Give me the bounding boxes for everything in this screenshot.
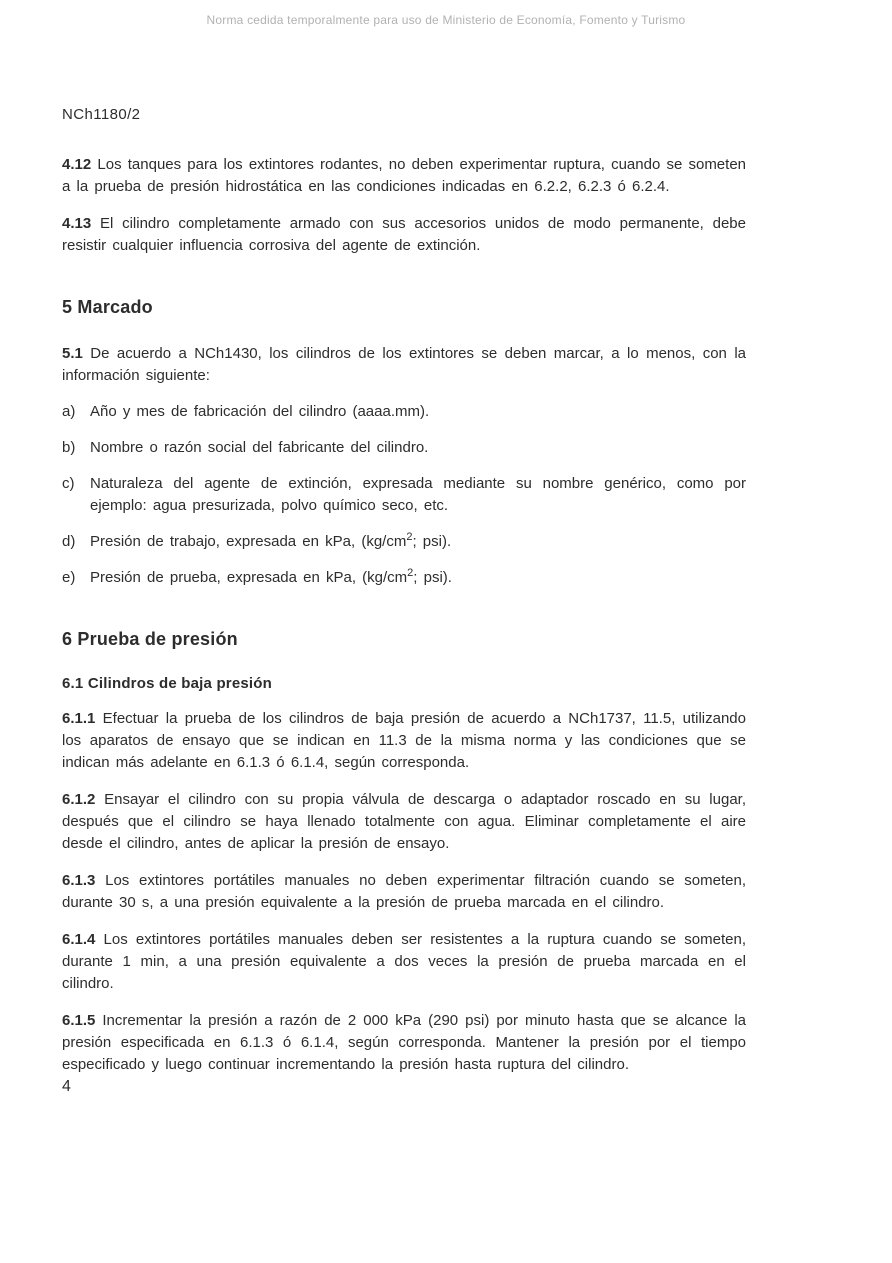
list-item-text-post: ; psi). <box>412 533 452 550</box>
section-heading: 5 Marcado <box>62 297 153 317</box>
document-content <box>62 0 746 1096</box>
clause-text: Efectuar la prueba de los cilindros de baja presión de acuerdo a NCh1737, 11.5, utilizando los aparatos de ensayo que se indican en 11.3 de la misma norma y las condiciones que se indican más adelante en 6.1.3 ó 6.1.4, según corresponda. <box>62 710 746 771</box>
clause-paragraph <box>62 154 746 198</box>
clause-number: 6.1.1 <box>62 710 96 727</box>
clause-number: 4.13 <box>62 215 92 232</box>
list-item-text-pre: Presión de prueba, expresada en kPa, (kg/cm <box>90 569 408 586</box>
subsection-heading: 6.1 Cilindros de baja presión <box>62 675 273 692</box>
clause-paragraph <box>62 789 746 855</box>
clause-number: 6.1.2 <box>62 791 96 808</box>
clause-number: 6.1.3 <box>62 872 96 889</box>
clause-text: Los extintores portátiles manuales deben ser resistentes a la ruptura cuando se someten, durante 1 min, a una presión equivalente a dos veces la presión de prueba marcada en el cilindro. <box>62 931 746 992</box>
page-number: 4 <box>62 1078 71 1095</box>
clause-text: Ensayar el cilindro con su propia válvula de descarga o adaptador roscado en su lugar, después que el cilindro se haya llenado totalmente con agua. Eliminar completamente el aire desde el cilindro, antes de aplicar la presión de ensayo. <box>62 791 747 852</box>
list-item-text-pre: Presión de trabajo, expresada en kPa, (kg/cm <box>90 533 407 550</box>
list-item-text-post: ; psi). <box>413 569 452 586</box>
clause-paragraph <box>62 929 746 995</box>
clause-paragraph <box>62 870 746 914</box>
clause-paragraph <box>62 343 746 387</box>
clause-number: 4.12 <box>62 156 92 173</box>
clause-number: 6.1.5 <box>62 1012 96 1029</box>
clause-text: Los tanques para los extintores rodantes, no deben experimentar ruptura, cuando se someten a la prueba de presión hidrostática en las condiciones indicadas en 6.2.2, 6.2.3 ó 6.2.4. <box>62 156 747 195</box>
doc-code: NCh1180/2 <box>62 106 141 123</box>
list-item-label: e) <box>62 569 76 586</box>
list-item-label: c) <box>62 475 75 492</box>
list-item <box>62 437 746 459</box>
list-item-text: Naturaleza del agente de extinción, expresada mediante su nombre genérico, como por ejemplo: agua presurizada, polvo químico seco, etc. <box>90 475 746 514</box>
list-item-label: d) <box>62 533 76 550</box>
list-item <box>62 401 746 423</box>
superscript: 2 <box>407 567 414 579</box>
list-item-text <box>90 531 746 553</box>
clause-number: 6.1.4 <box>62 931 96 948</box>
clause-number: 5.1 <box>62 345 83 362</box>
superscript: 2 <box>406 531 413 543</box>
list-item <box>62 531 746 553</box>
clause-text: Incrementar la presión a razón de 2 000 kPa (290 psi) por minuto hasta que se alcance la presión especificada en 6.1.3 ó 6.1.4, según corresponda. Mantener la presión por el tiempo especificado y luego continuar incrementando la presión hasta ruptura del cilindro. <box>62 1012 746 1073</box>
clause-paragraph <box>62 213 746 257</box>
clause-paragraph <box>62 1010 746 1076</box>
list-item <box>62 567 746 589</box>
clause-text: El cilindro completamente armado con sus accesorios unidos de modo permanente, debe resistir cualquier influencia corrosiva del agente de extinción. <box>62 215 746 254</box>
list-item-text <box>90 567 746 589</box>
clause-paragraph <box>62 708 746 774</box>
list-item-text: Año y mes de fabricación del cilindro (aaaa.mm). <box>90 403 430 420</box>
clause-text: De acuerdo a NCh1430, los cilindros de los extintores se deben marcar, a lo menos, con la información siguiente: <box>62 345 746 384</box>
list-item-text: Nombre o razón social del fabricante del cilindro. <box>90 439 429 456</box>
section-heading: 6 Prueba de presión <box>62 629 238 649</box>
clause-text: Los extintores portátiles manuales no deben experimentar filtración cuando se someten, durante 30 s, a una presión equivalente a la presión de prueba marcada en el cilindro. <box>62 872 747 911</box>
list-item-label: a) <box>62 403 76 420</box>
document-body <box>62 154 746 1076</box>
list-item-label: b) <box>62 439 76 456</box>
watermark: Norma cedida temporalmente para uso de Ministerio de Economía, Fomento y Turismo <box>206 13 686 27</box>
list-item <box>62 473 746 517</box>
